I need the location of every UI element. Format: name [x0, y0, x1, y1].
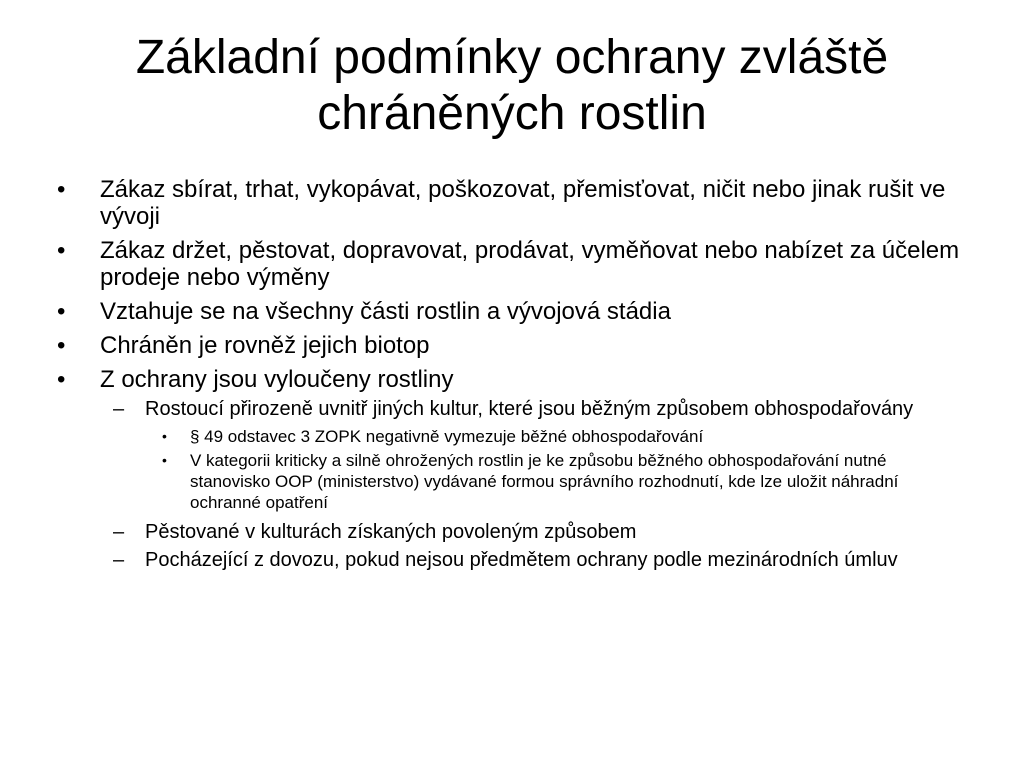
- sub-bullet-text: Rostoucí přirozeně uvnitř jiných kultur, které jsou běžným způsobem obhospodařovány: [145, 398, 914, 420]
- dash-marker: –: [113, 521, 125, 543]
- sub-bullet-item: [0, 549, 1024, 572]
- bullet-text: Chráněn je rovněž jejich biotop: [100, 332, 430, 359]
- bullet-marker: •: [57, 176, 66, 203]
- sub-bullet-item: [0, 521, 1024, 544]
- sub-bullet-text: Pěstované v kulturách získaných povoleným způsobem: [145, 521, 637, 543]
- dash-marker: –: [113, 549, 125, 571]
- bullet-text: Vztahuje se na všechny části rostlin a vývojová stádia: [100, 298, 671, 325]
- bullet-item: [0, 298, 1024, 325]
- bullet-text: Zákaz sbírat, trhat, vykopávat, poškozovat, přemisťovat, ničit nebo jinak rušit ve vývoji: [100, 176, 946, 230]
- sub-sub-bullet-item: [0, 450, 1024, 513]
- bullet-marker: •: [57, 366, 66, 393]
- slide-body: [0, 176, 1024, 577]
- sub-bullet-text: Pocházející z dovozu, pokud nejsou předmětem ochrany podle mezinárodních úmluv: [145, 549, 898, 571]
- dash-marker: –: [113, 398, 125, 420]
- bullet-marker: •: [162, 428, 167, 444]
- bullet-item: [0, 332, 1024, 359]
- bullet-item: [0, 366, 1024, 393]
- bullet-item: [0, 176, 1024, 230]
- sub-sub-bullet-item: [0, 426, 1024, 447]
- bullet-marker: •: [57, 332, 66, 359]
- bullet-item: [0, 237, 1024, 291]
- sub-sub-bullet-text: § 49 odstavec 3 ZOPK negativně vymezuje běžné obhospodařování: [190, 427, 704, 446]
- sub-sub-bullet-text: V kategorii kriticky a silně ohrožených rostlin je ke způsobu běžného obhospodařování nutné stanovisko OOP (ministerstvo) vydávané formou správního rozhodnutí, kde lze uložit náhradní ochranné opatření: [190, 451, 899, 512]
- slide-title: Základní podmínky ochrany zvláště chráněných rostlin: [135, 31, 889, 140]
- sub-bullet-item: [0, 398, 1024, 421]
- bullet-marker: •: [162, 452, 167, 468]
- bullet-marker: •: [57, 237, 66, 264]
- bullet-marker: •: [57, 298, 66, 325]
- bullet-text: Zákaz držet, pěstovat, dopravovat, prodávat, vyměňovat nebo nabízet za účelem prodeje nebo výměny: [100, 237, 960, 291]
- bullet-text: Z ochrany jsou vyloučeny rostliny: [100, 366, 454, 393]
